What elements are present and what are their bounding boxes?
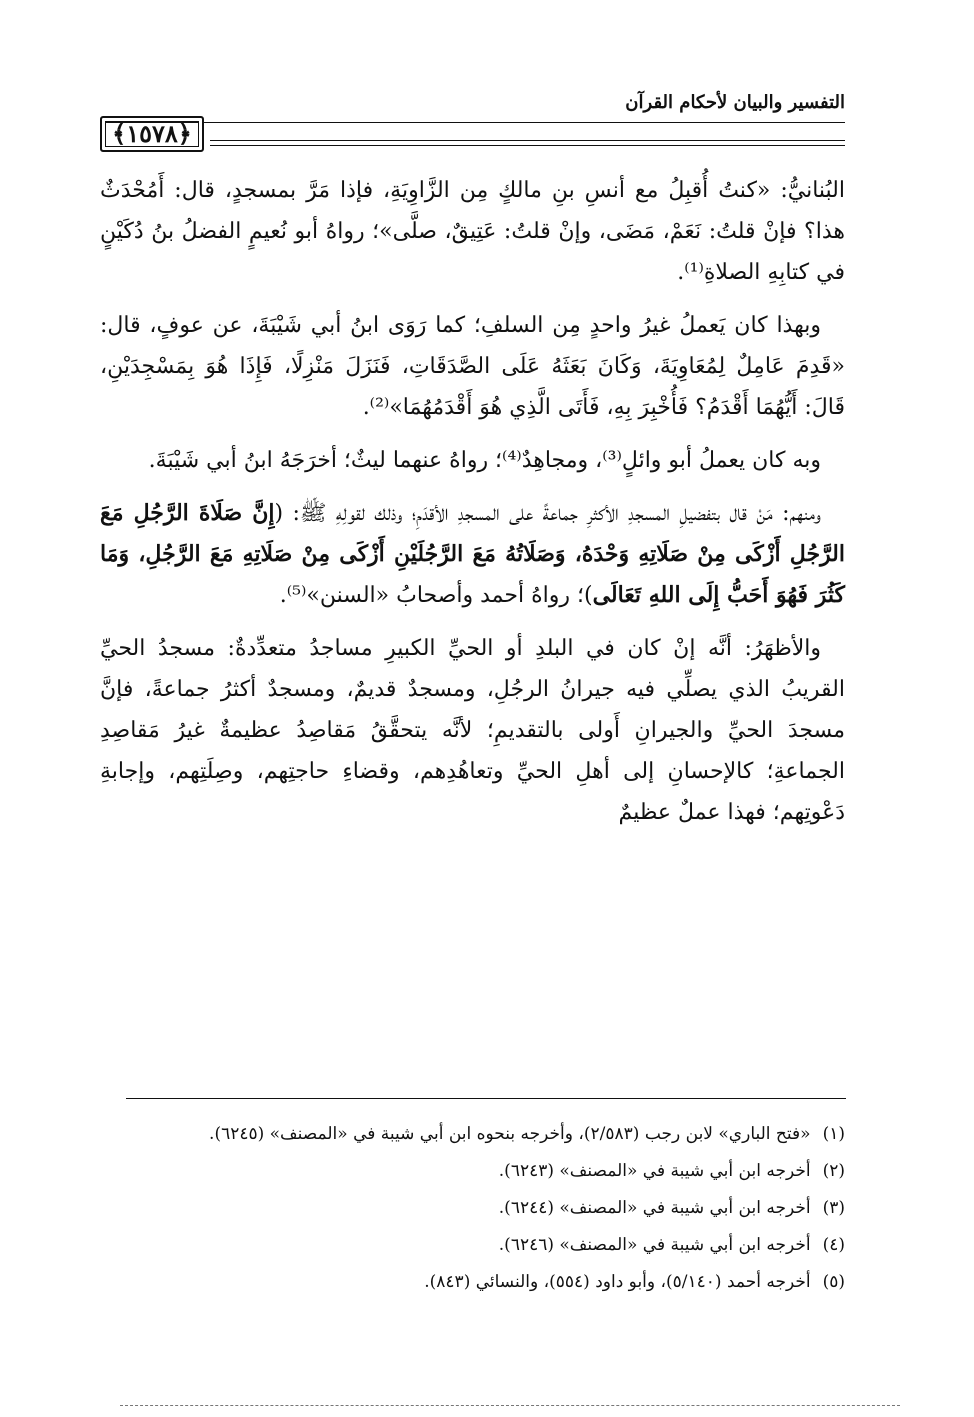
paragraph-4	[100, 493, 845, 616]
footnote-number: (٢)	[822, 1161, 845, 1181]
scan-edge-line	[120, 1405, 900, 1406]
footnotes	[100, 1118, 845, 1303]
footnote	[100, 1266, 845, 1299]
header-double-rule	[210, 140, 845, 141]
footnote-text: «فتح الباري» لابن رجب (٢/٥٨٣)، وأخرجه بنحوه ابن أبي شيبة في «المصنف» (٦٢٤٥).	[209, 1124, 811, 1144]
page-number: ﴿١٥٧٨﴾	[100, 116, 204, 152]
footnote-text: أخرجه ابن أبي شيبة في «المصنف» (٦٢٤٣).	[498, 1161, 811, 1181]
footnote-separator	[126, 1098, 846, 1099]
paragraph-4-start: ومنهم: مَنْ قال بتفضيلِ المسجدِ الأكثرِ جماعةً على المسجدِ الأقدَمِ؛ وذلك لقولِهِ ﷺ: (	[274, 501, 821, 526]
paragraph-1: البُنانيُّ: «كنتُ أُقبِلُ مع أنسِ بنِ مالكٍ مِن الزَّاوِيَةِ، فإذا مَرَّ بمسجدٍ، قال: أَمُحْدَثٌ هذا؟ فإنْ قلتُ: نَعَمْ، مَضَى، وإنْ قلتُ: عَتِيقٌ، صلَّى»؛ رواهُ أبو نُعيمٍ الفضلُ بنُ دُكَيْنٍ في كتابِهِ الصلاةِ⁽¹⁾.	[100, 178, 845, 285]
footnote-number: (١)	[822, 1124, 845, 1144]
page-header	[100, 92, 845, 162]
footnote-text: أخرجه أحمد (٥/١٤٠)، وأبو داود (٥٥٤)، والنسائي (٨٤٣).	[424, 1272, 811, 1292]
footnote	[100, 1229, 845, 1262]
footnote-number: (٤)	[822, 1235, 845, 1255]
paragraph-4-end: )؛ رواهُ أحمد وأصحابُ «السنن»⁽⁵⁾.	[279, 583, 593, 608]
book-title: التفسير والبيان لأحكام القرآن	[625, 92, 845, 113]
footnote	[100, 1155, 845, 1188]
footnote-text: أخرجه ابن أبي شيبة في «المصنف» (٦٢٤٤).	[498, 1198, 811, 1218]
footnote-number: (٣)	[822, 1198, 845, 1218]
main-text	[100, 170, 845, 845]
footnote	[100, 1118, 845, 1151]
header-double-rule-inner	[210, 145, 845, 146]
hadith-quote: إِنَّ صَلَاةَ الرَّجُلِ مَعَ الرَّجُلِ أَزْكَى مِنْ صَلَاتِهِ وَحْدَهُ، وَصَلَاتُهُ مَعَ الرَّجُلَيْنِ أَزْكَى مِنْ صَلَاتِهِ مَعَ الرَّجُلِ، وَمَا كَثُرَ فَهُوَ أَحَبُّ إِلَى اللهِ تَعَالَى	[100, 500, 845, 608]
paragraph-5: والأظهَرُ: أنَّه إنْ كان في البلدِ أو الحيِّ الكبيرِ مساجدُ متعدِّدةٌ: مسجدُ الحيِّ القريبُ الذي يصلِّي فيه جيرانُ الرجُلِ، ومسجدٌ قديمٌ، ومسجدٌ أكثرُ جماعةً، فإنَّ مسجدَ الحيِّ والجيرانِ أَولى بالتقديمِ؛ لأنَّه يتحقَّقُ مَقاصِدُ عظيمةٌ غيرُ مَقاصِدِ الجماعةِ؛ كالإحسانِ إلى أهلِ الحيِّ وتعاهُدِهم، وقضاءِ حاجتِهم، وصِلَتِهم، وإجابةِ دَعْوتِهم؛ فهذا عملٌ عظيمٌ	[100, 636, 846, 825]
paragraph-2: وبهذا كان يَعملُ غيرُ واحدٍ مِن السلفِ؛ كما رَوَى ابنُ أبي شَيْبَةَ، عن عوفٍ، قال: «قَدِمَ عَامِلٌ لِمُعَاوِيَةَ، وَكَانَ بَعَثَهُ عَلَى الصَّدَقَاتِ، فَنَزَلَ مَنْزِلًا، فَإِذَا هُوَ بِمَسْجِدَيْنِ، قَالَ: أَيُّهُمَا أَقْدَمُ؟ فَأُخْبِرَ بِهِ، فَأَتَى الَّذِي هُوَ أَقْدَمُهُمَا»⁽²⁾.	[100, 313, 846, 420]
footnote	[100, 1192, 845, 1225]
paragraph-3: وبه كان يعملُ أبو وائلٍ⁽³⁾، ومجاهِدٌ⁽⁴⁾؛ رواهُ عنهما ليثٌ؛ أخرَجَهُ ابنُ أبي شَيْبَةَ.	[148, 448, 821, 473]
header-rule	[100, 122, 845, 123]
footnote-number: (٥)	[822, 1272, 845, 1292]
footnote-text: أخرجه ابن أبي شيبة في «المصنف» (٦٢٤٦).	[498, 1235, 811, 1255]
